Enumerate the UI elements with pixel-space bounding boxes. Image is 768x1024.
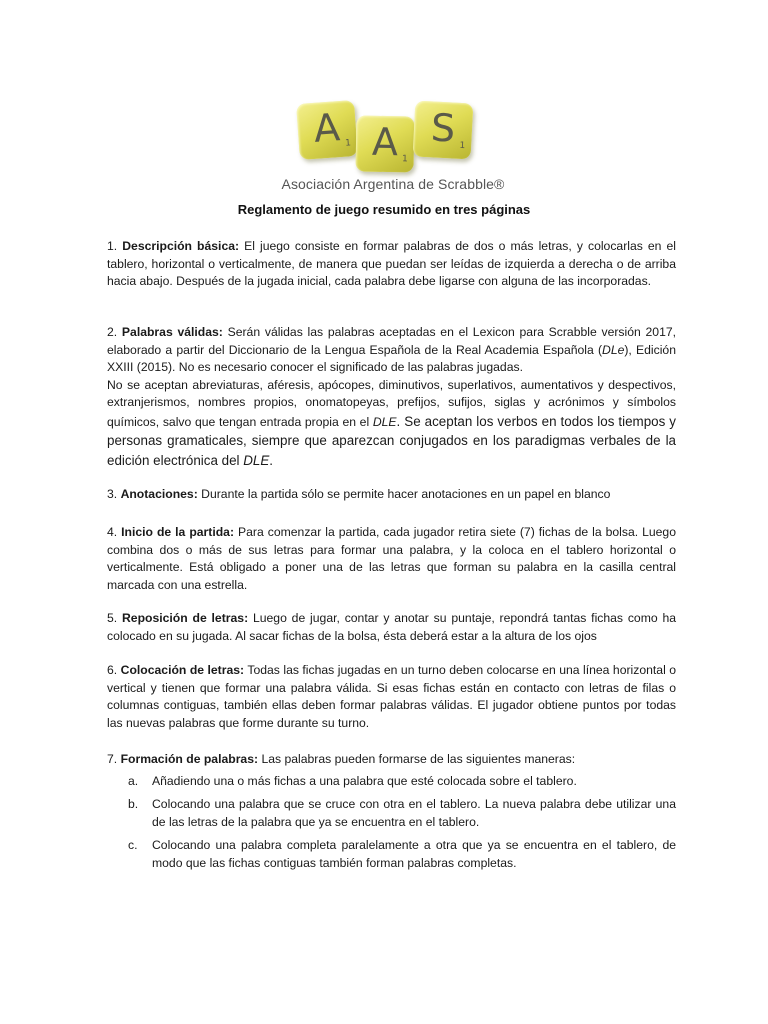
section-text: Durante la partida sólo se permite hacer anotaciones en un papel en blanco xyxy=(201,487,611,501)
section-text: . Se aceptan los verbos en todos los tiempos y personas gramaticales, siempre que aparezcan conjugados en los paradigmas verbales de la edición electrónica del xyxy=(107,413,676,468)
section-number: 6. xyxy=(107,663,118,677)
tile-letter: A xyxy=(312,105,342,151)
section-heading: Descripción básica xyxy=(122,239,235,253)
section-heading: Colocación de letras xyxy=(120,663,241,677)
logo-tile xyxy=(413,101,474,160)
section-text: Luego de jugar, contar y anotar su puntaje, repondrá tantas fichas como ha colocado en su jugada. Al sacar fichas de la bolsa, ésta deberá estar a la altura de los ojos xyxy=(107,611,677,643)
logo-tile xyxy=(296,100,358,160)
dle-reference: DLe xyxy=(602,342,625,357)
section-word-formation: 7. Formación de palabras: Las palabras pueden formarse de las siguientes maneras: a. Añadiendo una o más fichas a una palabra que esté colocada sobre el tablero. b. Colocando una palabra que se cruce con otra en el tablero. La nueva palabra debe utilizar una de las letras de la palabra que ya se encuentra en el tablero. c. Colocando una palabra completa paralelamente a otra que ya se encuentra en el tablero, de modo que las fichas contiguas también forman palabras completas. xyxy=(107,751,676,878)
word-formation-list xyxy=(107,773,676,873)
section-heading: Anotaciones xyxy=(120,487,194,501)
list-marker: c. xyxy=(128,838,138,852)
dle-reference: DLE xyxy=(243,452,270,468)
aas-logo xyxy=(262,92,524,196)
list-item xyxy=(107,837,676,872)
section-text: Para comenzar la partida, cada jugador retira siete (7) fichas de la bolsa. Luego combina dos o más de sus letras para formar una palabra, y la coloca en el tablero horizontal o verticalmente. Está obligado a poner una de las letras que forman su palabra en la casilla central marcada con una estrella. xyxy=(107,525,676,592)
section-text: Todas las fichas jugadas en un turno deben colocarse en una línea horizontal o vertical y tienen que formar una palabra válida. Si esas fichas están en contacto con letras de filas o columnas contiguas, también ellas deben formar palabras válidas. El jugador obtiene puntos por todas las nuevas palabras que forme durante su turno. xyxy=(107,663,677,730)
section-text: El juego consiste en formar palabras de dos o más letras, y colocarlas en el tablero, horizontal o verticalmente, de manera que puedan ser leídas de izquierda a derecha o de arriba hacia abajo. Después de la jugada inicial, cada palabra debe ligarse con alguna de las incorporadas. xyxy=(107,239,676,288)
section-heading: Reposición de letras xyxy=(122,611,245,625)
dle-reference: DLE xyxy=(372,414,397,429)
tile-points: 1 xyxy=(401,154,408,165)
list-marker: a. xyxy=(128,773,139,788)
section-number: 1. xyxy=(107,239,118,253)
section-number: 4. xyxy=(107,525,118,539)
section-annotations: 3. Anotaciones: Durante la partida sólo se permite hacer anotaciones en un papel en blanco xyxy=(107,487,611,501)
list-item-text: Colocando una palabra que se cruce con otra en el tablero. La nueva palabra debe utilizar una de las letras de la palabra que ya se encuentra en el tablero. xyxy=(152,797,676,829)
list-item xyxy=(107,773,676,791)
list-item-text: Colocando una palabra completa paralelamente a otra que ya se encuentra en el tablero, de modo que las fichas contiguas también forman palabras completas. xyxy=(152,838,676,870)
section-number: 3. xyxy=(107,487,118,501)
list-item xyxy=(107,796,676,831)
organization-name: Asociación Argentina de Scrabble® xyxy=(281,176,505,192)
section-text: ), Edición XXIII (2015). No es necesario conocer el significado de las palabras jugadas. xyxy=(107,342,676,374)
section-heading: Formación de palabras xyxy=(120,752,254,766)
section-letter-placement: 6. Colocación de letras: Todas las fichas jugadas en un turno deben colocarse en una línea horizontal o vertical y tienen que formar una palabra válida. Si esas fichas están en contacto con letras de filas o columnas contiguas, también ellas deben formar palabras válidas. El jugador obtiene puntos por todas las nuevas palabras que forme durante su turno. xyxy=(107,663,677,730)
logo-tile xyxy=(356,115,415,172)
section-heading: Inicio de la partida xyxy=(121,525,230,539)
tile-letter: A xyxy=(371,119,399,165)
section-heading: Palabras válidas xyxy=(121,325,219,339)
list-marker: b. xyxy=(128,797,139,811)
section-number: 7. xyxy=(107,752,118,766)
section-valid-words: 2. Palabras válidas: Serán válidas las palabras aceptadas en el Lexicon para Scrabble versión 2017, elaborado a partir del Diccionario de la Lengua Española de la Real Academia Española (DLe), Edición XXIII (2015). No es necesario conocer el significado de las palabras jugadas. No se aceptan abreviaturas, aféresis, apócopes, diminutivos, superlativos, aumentativos y despectivos, extranjerismos, nombres propios, onomatopeyas, prefijos, sufijos, siglas y acrónimos y símbolos químicos, salvo que tengan entrada propia en el DLE. Se aceptan los verbos en todos los tiempos y personas gramaticales, siempre que aparezcan conjugados en los paradigmas verbales de la edición electrónica del DLE. xyxy=(107,325,677,468)
section-number: 2. xyxy=(107,325,118,339)
section-game-start: 4. Inicio de la partida: Para comenzar la partida, cada jugador retira siete (7) fichas de la bolsa. Luego combina dos o más de sus letras para formar una palabra, y la coloca en el tablero horizontal o verticalmente. Está obligado a poner una de las letras que forman su palabra en la casilla central marcada con una estrella. xyxy=(107,525,676,592)
tile-points: 1 xyxy=(459,140,466,152)
section-text: Serán válidas las palabras aceptadas en el Lexicon para Scrabble versión 2017, elaborado a partir del Diccionario de la Lengua Española de la Real Academia Española ( xyxy=(107,325,677,357)
tile-letter: S xyxy=(429,105,457,151)
document-title: Reglamento de juego resumido en tres páginas xyxy=(237,202,531,217)
section-text: . xyxy=(269,452,274,468)
section-number: 5. xyxy=(107,611,118,625)
section-basic-description: 1. Descripción básica: El juego consiste en formar palabras de dos o más letras, y colocarlas en el tablero, horizontal o verticalmente, de manera que puedan ser leídas de izquierda a derecha o de arriba hacia abajo. Después de la jugada inicial, cada palabra debe ligarse con alguna de las incorporadas. xyxy=(107,239,676,288)
section-letter-replacement: 5. Reposición de letras: Luego de jugar, contar y anotar su puntaje, repondrá tantas fichas como ha colocado en su jugada. Al sacar fichas de la bolsa, ésta deberá estar a la altura de los ojos xyxy=(107,611,677,643)
tile-points: 1 xyxy=(344,138,352,149)
list-item-text: Añadiendo una o más fichas a una palabra que esté colocada sobre el tablero. xyxy=(152,773,577,788)
section-text: Las palabras pueden formarse de las siguientes maneras: xyxy=(261,752,576,766)
section-text: No se aceptan abreviaturas, aféresis, apócopes, diminutivos, superlativos, aumentativos y despectivos, extranjerismos, nombres propios, onomatopeyas, prefijos, sufijos, siglas y acrónimos y símbolos químicos, salvo que tengan entrada propia en el xyxy=(107,377,676,429)
